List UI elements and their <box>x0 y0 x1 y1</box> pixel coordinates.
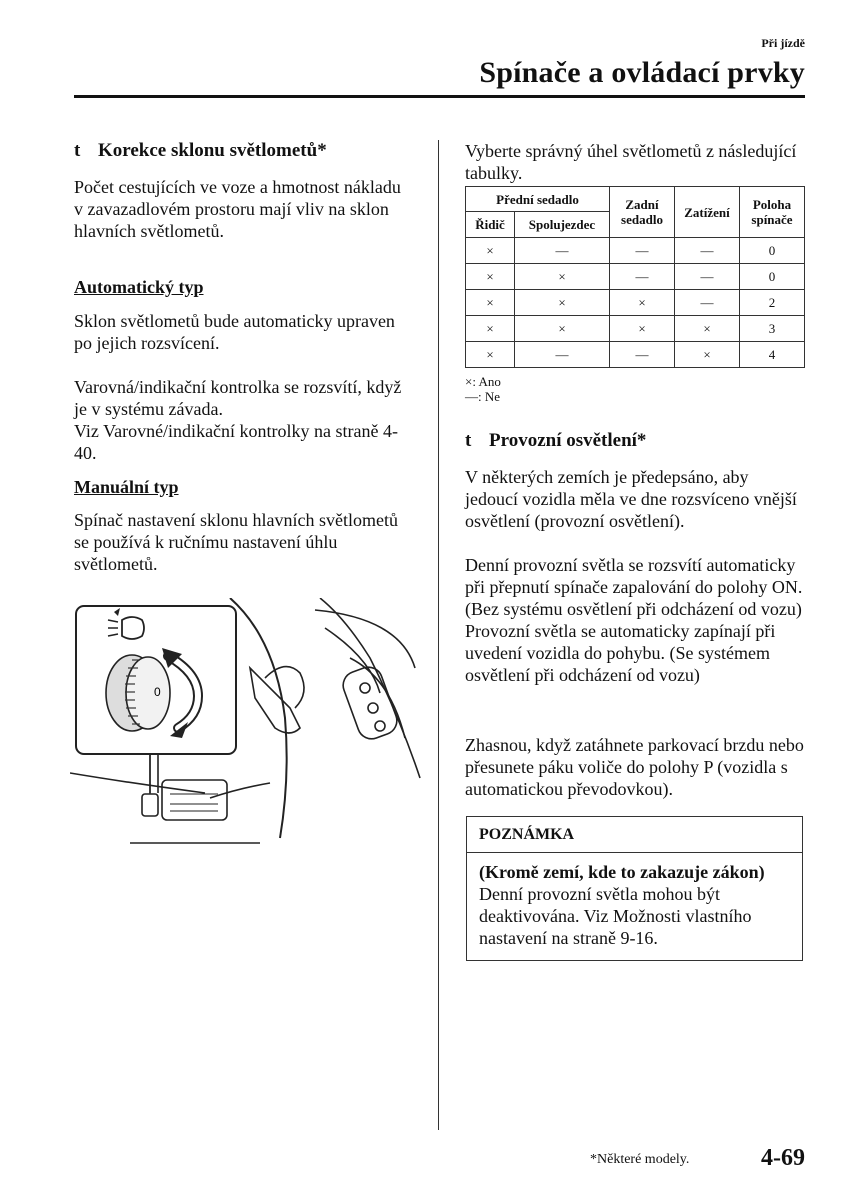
table-cell: 2 <box>740 290 805 316</box>
table-row <box>466 316 805 342</box>
headlight-position-table <box>465 186 805 368</box>
table-cell: × <box>466 290 515 316</box>
table-row <box>466 238 805 264</box>
table-cell: × <box>466 238 515 264</box>
table-cell: — <box>610 264 675 290</box>
leveling-dial <box>106 655 170 731</box>
header-passenger: Spolujezdec <box>515 212 610 238</box>
table-cell: × <box>515 316 610 342</box>
leveling-switch-illustration <box>70 598 430 858</box>
leveling-switch-location <box>142 794 158 816</box>
automatic-type-heading: Automatický typ <box>74 277 204 297</box>
drl-paragraph-1: V některých zemích je předepsáno, aby jedoucí vozidla měla ve dne rozsvíceno vnější osvětlení (provozní osvětlení). <box>465 467 797 531</box>
automatic-paragraph-3: Viz Varovné/indikační kontrolky na straně 4-40. <box>74 421 398 463</box>
steering-wheel-rim <box>230 598 287 838</box>
manual-paragraph: Spínač nastavení sklonu hlavních světlometů se používá k ručnímu nastavení úhlu světlometů. <box>74 510 398 574</box>
lever-stalk <box>250 668 300 733</box>
manual-type-heading: Manuální typ <box>74 477 179 497</box>
header-load: Zatížení <box>675 187 740 238</box>
dial-zero-mark: 0 <box>154 685 161 699</box>
table-cell: × <box>610 290 675 316</box>
table-cell: 3 <box>740 316 805 342</box>
header-rear-seat: Zadní sedadlo <box>610 187 675 238</box>
page-title: Spínače a ovládací prvky <box>479 56 805 89</box>
header-front-seat: Přední sedadlo <box>466 187 610 212</box>
table-row <box>466 264 805 290</box>
section-label: Při jízdě <box>761 36 805 50</box>
heading-text: Korekce sklonu světlometů* <box>98 140 327 161</box>
table-cell: × <box>466 342 515 368</box>
table-cell: 4 <box>740 342 805 368</box>
heading-headlight-leveling <box>74 140 414 162</box>
table-cell: × <box>675 342 740 368</box>
note-bold-line: (Kromě zemí, kde to zakazuje zákon) <box>479 862 765 882</box>
automatic-paragraph-2: Varovná/indikační kontrolka se rozsvítí, když je v systému závada. <box>74 377 402 419</box>
heading-bullet: t <box>74 140 81 161</box>
dashboard-line <box>70 773 205 793</box>
table-row <box>466 342 805 368</box>
table-cell: × <box>515 290 610 316</box>
steering-controls <box>339 663 401 742</box>
title-rule <box>74 95 805 98</box>
table-row <box>466 290 805 316</box>
table-cell: × <box>675 316 740 342</box>
table-cell: — <box>610 342 675 368</box>
table-cell: — <box>675 290 740 316</box>
table-cell: — <box>515 342 610 368</box>
lower-switch-panel <box>162 780 227 820</box>
table-cell: 0 <box>740 238 805 264</box>
header-driver: Řidič <box>466 212 515 238</box>
table-cell: × <box>466 264 515 290</box>
heading-daytime-running-lights <box>465 430 805 452</box>
table-legend <box>465 374 501 404</box>
table-intro: Vyberte správný úhel světlometů z následující tabulky. <box>465 141 797 183</box>
intro-paragraph: Počet cestujících ve voze a hmotnost nákladu v zavazadlovém prostoru mají vliv na sklon hlavních světlometů. <box>74 177 401 241</box>
drl-paragraph-2: Denní provozní světla se rozsvítí automaticky při přepnutí spínače zapalování do polohy ON. (Bez systému osvětlení při odcházení od vozu) Provozní světla se automaticky zapínají při uvedení vozidla do pohybu. (Se systémem osvětlení při odcházení od vozu) <box>465 555 803 685</box>
table-cell: × <box>466 316 515 342</box>
table-cell: × <box>610 316 675 342</box>
note-box <box>466 816 803 961</box>
table-cell: 0 <box>740 264 805 290</box>
column-divider <box>438 140 439 1130</box>
heading-text: Provozní osvětlení* <box>489 430 647 451</box>
legend-yes: ×: Ano <box>465 374 501 389</box>
automatic-paragraph-1: Sklon světlometů bude automaticky upraven po jejich rozsvícení. <box>74 311 395 353</box>
footnote: *Některé modely. <box>590 1152 690 1167</box>
drl-paragraph-3: Zhasnou, když zatáhnete parkovací brzdu nebo přesunete páku voliče do polohy P (vozidla s automatickou převodovkou). <box>465 735 804 799</box>
note-body <box>467 853 802 957</box>
table-cell: × <box>515 264 610 290</box>
note-title: POZNÁMKA <box>467 817 802 853</box>
heading-bullet: t <box>465 430 472 451</box>
table-cell: — <box>610 238 675 264</box>
table-cell: — <box>675 264 740 290</box>
page-number: 4-69 <box>761 1145 805 1171</box>
table-cell: — <box>515 238 610 264</box>
legend-no: —: Ne <box>465 389 501 404</box>
header-switch-position: Poloha spínače <box>740 187 805 238</box>
table-cell: — <box>675 238 740 264</box>
note-text: Denní provozní světla mohou být deaktivována. Viz Možnosti vlastního nastavení na straně 9-16. <box>479 884 752 948</box>
